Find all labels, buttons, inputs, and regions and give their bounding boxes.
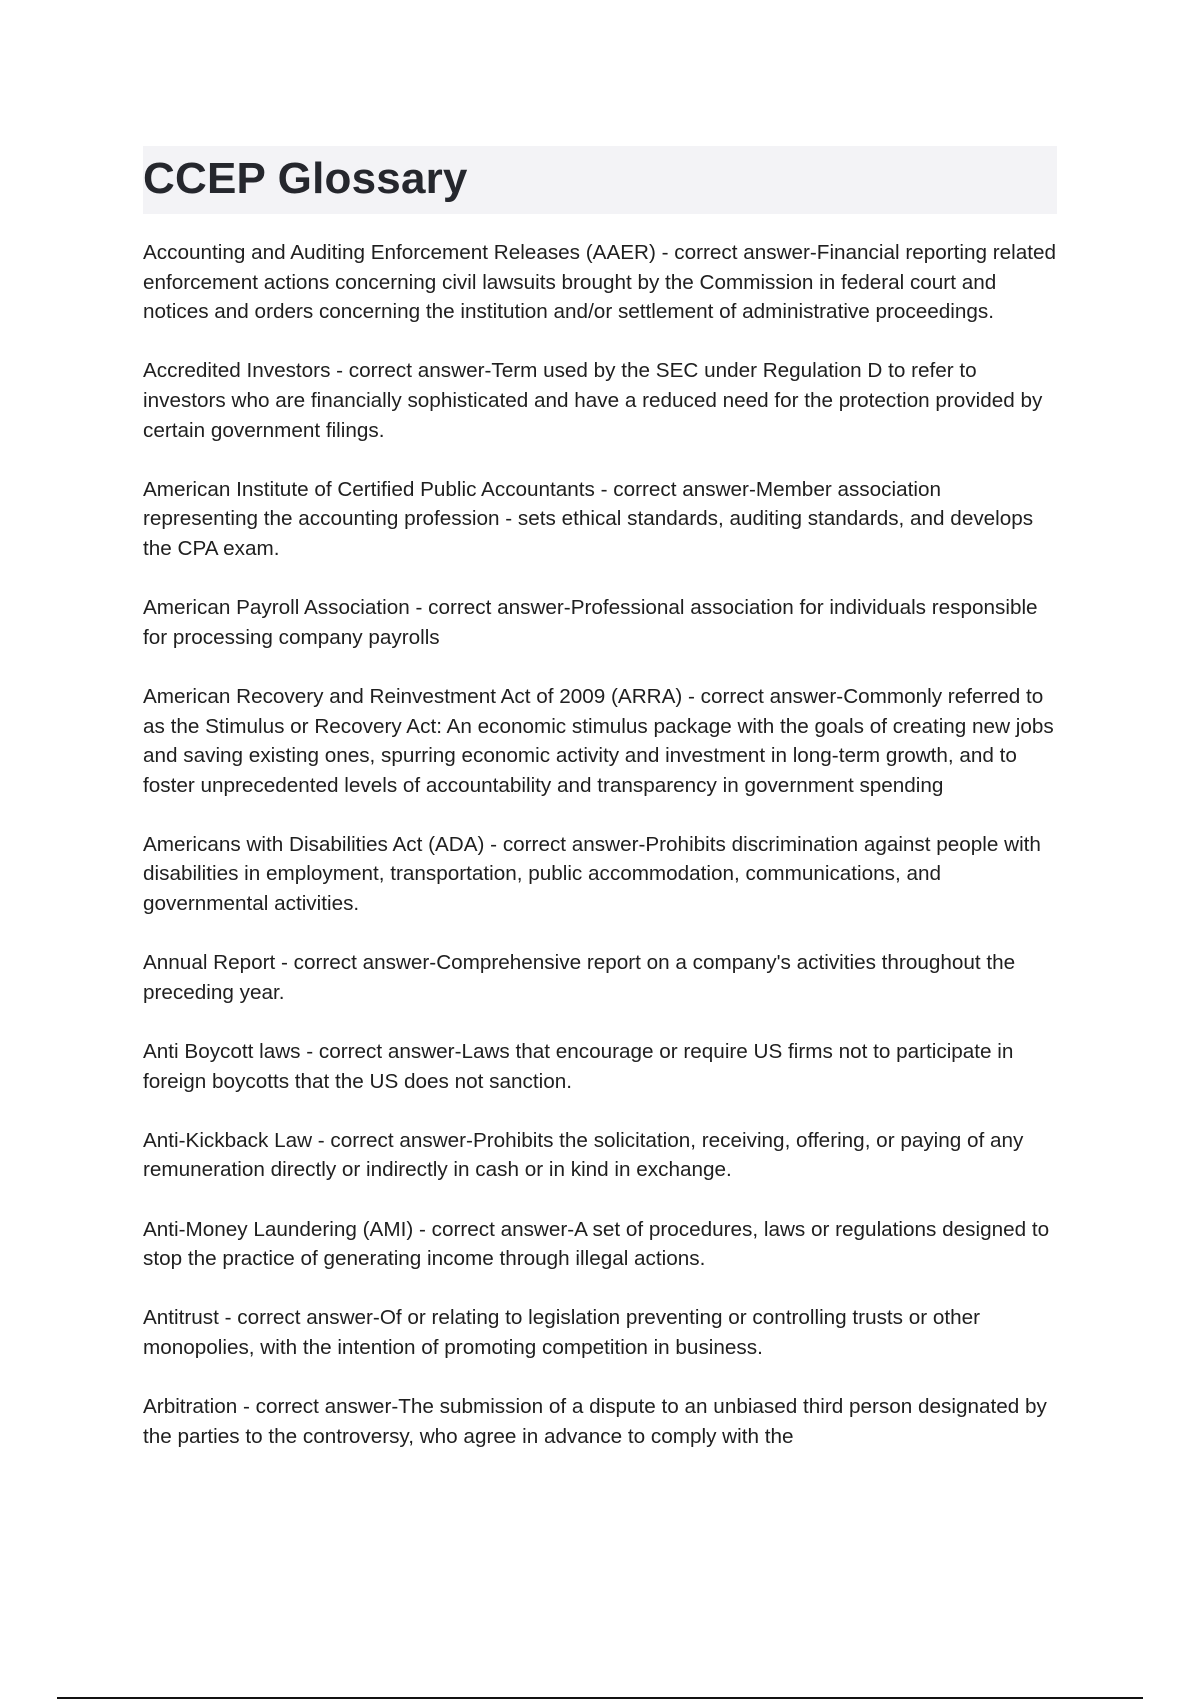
glossary-entry: Annual Report - correct answer-Comprehensive report on a company's activities throughout the preceding year. [143,951,1016,1004]
glossary-entry: Accredited Investors - correct answer-Term used by the SEC under Regulation D to refer to investors who are financially sophisticated and have a reduced need for the protection provided by certain government filings. [143,359,1043,442]
page-title: CCEP Glossary [143,154,468,203]
glossary-entry: Accounting and Auditing Enforcement Releases (AAER) - correct answer-Financial reporting related enforcement actions concerning civil lawsuits brought by the Commission in federal court and notices and orders concerning the institution and/or settlement of administrative proceedings. [143,241,1056,324]
glossary-entry: Arbitration - correct answer-The submission of a dispute to an unbiased third person designated by the parties to the controversy, who agree in advance to comply with the [143,1395,1047,1448]
title-bar [143,146,1057,214]
glossary-entry: American Payroll Association - correct answer-Professional association for individuals responsible for processing company payrolls [143,596,1038,649]
glossary-entry: Americans with Disabilities Act (ADA) - correct answer-Prohibits discrimination against people with disabilities in employment, transportation, public accommodation, communications, and governmental activities. [143,832,1041,916]
glossary-entry: American Recovery and Reinvestment Act of 2009 (ARRA) - correct answer-Commonly referred to as the Stimulus or Recovery Act: An economic stimulus package with the goals of creating new jobs and saving existing ones, spurring economic activity and investment in long-term growth, and to foster unprecedented levels of accountability and transparency in government spending [143,684,1054,797]
glossary-entry: Anti Boycott laws - correct answer-Laws that encourage or require US firms not to participate in foreign boycotts that the US does not sanction. [143,1040,1014,1093]
glossary-entry: American Institute of Certified Public Accountants - correct answer-Member association representing the accounting profession - sets ethical standards, auditing standards, and develops the CPA exam. [143,477,1034,560]
glossary-entry: Anti-Money Laundering (AMI) - correct answer-A set of procedures, laws or regulations designed to stop the practice of generating income through illegal actions. [143,1217,1050,1271]
glossary-entries [143,238,1057,1481]
glossary-entry: Anti-Kickback Law - correct answer-Prohibits the solicitation, receiving, offering, or paying of any remuneration directly or indirectly in cash or in kind in exchange. [143,1128,1024,1182]
glossary-entry: Antitrust - correct answer-Of or relating to legislation preventing or controlling trusts or other monopolies, with the intention of promoting competition in business. [143,1306,981,1359]
page-bottom-divider [57,1697,1143,1699]
